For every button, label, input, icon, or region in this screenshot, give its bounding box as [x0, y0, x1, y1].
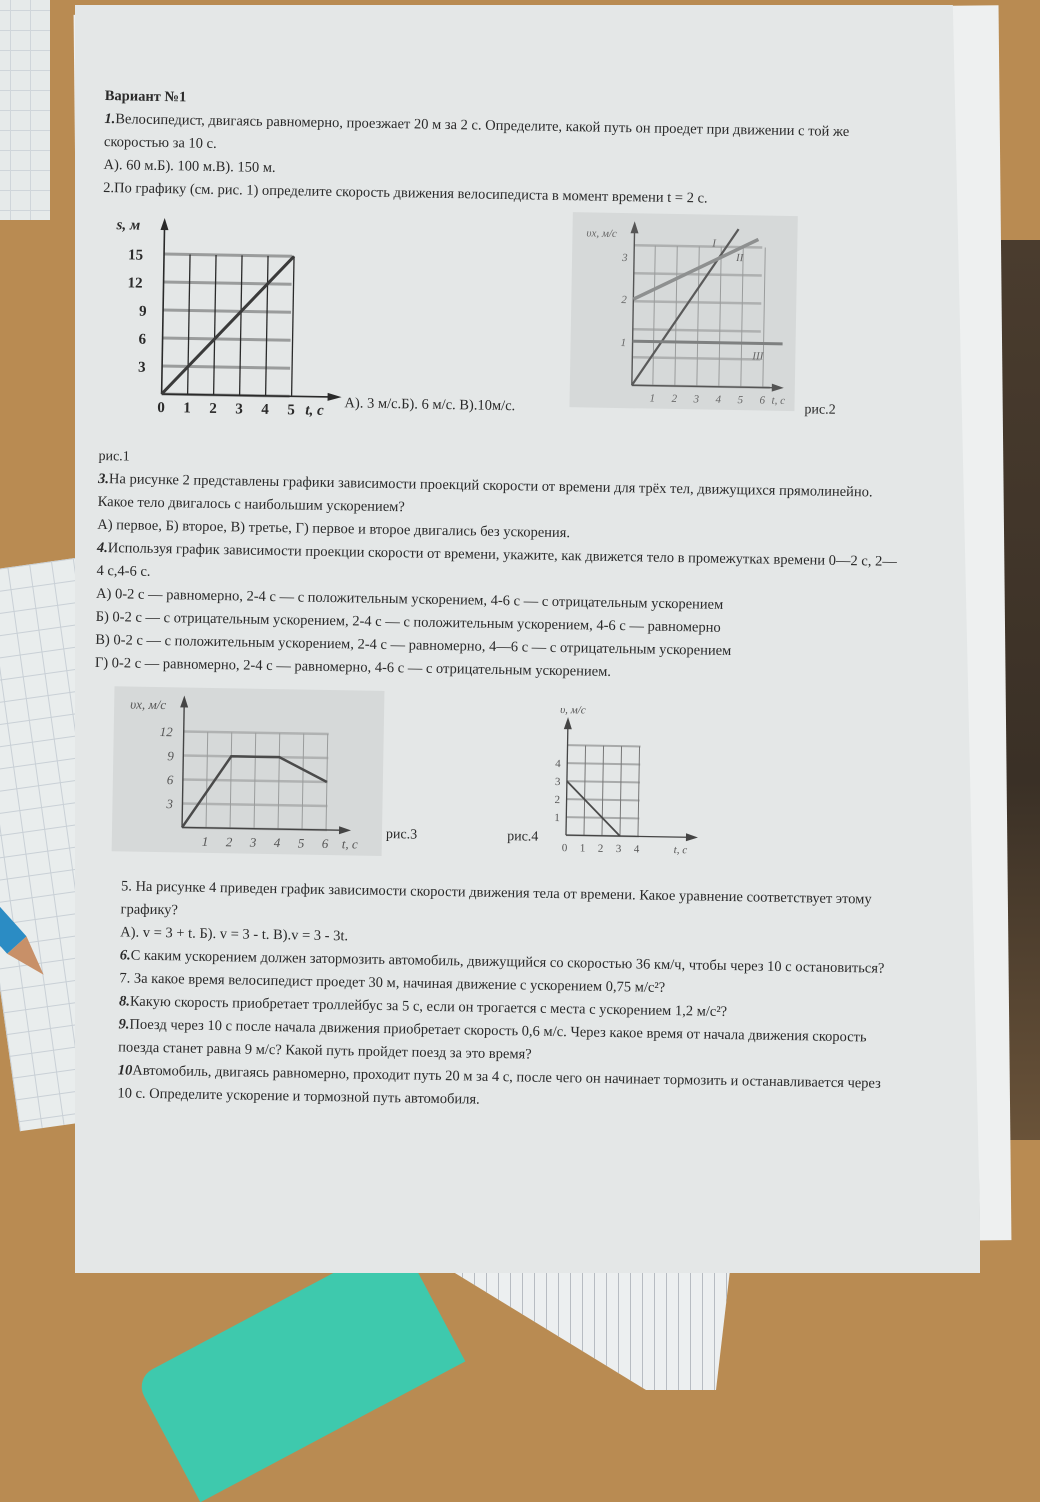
question-number: 1.: [104, 110, 116, 128]
question-text: Какую скорость приобретает троллейбус за 5 с, если он трогается с места с ускорением 1,2 м/с²?: [129, 993, 728, 1020]
svg-text:4: 4: [261, 401, 269, 418]
svg-text:3: 3: [137, 359, 146, 376]
figure-4: [544, 699, 737, 862]
figure-4-label: рис.4: [507, 829, 539, 845]
svg-text:1: 1: [580, 842, 586, 855]
svg-text:6: 6: [759, 394, 766, 407]
question-number: 7.: [119, 970, 131, 987]
svg-text:I: I: [712, 237, 717, 250]
worksheet-title: Вариант №1: [104, 87, 187, 106]
svg-text:4: 4: [555, 757, 562, 771]
figure-2-graph: [569, 212, 797, 411]
question-number: 9.: [118, 1016, 130, 1033]
svg-text:15: 15: [127, 247, 144, 264]
question-text: Используя график зависимости проекции скорости от времени, укажите, как движется тело в промежутках времени 0—2 с, 2—4 с,4-6 с.: [96, 540, 897, 580]
figure-3-graph: [112, 686, 385, 856]
background-green-bag: [135, 1238, 466, 1502]
figures-row-1: [99, 208, 902, 427]
svg-text:t, c: t, c: [341, 836, 358, 852]
svg-text:3: 3: [693, 393, 700, 406]
svg-text:9: 9: [138, 303, 147, 320]
figures-row-2: [92, 681, 895, 865]
svg-text:1: 1: [201, 833, 209, 849]
figure-3: [112, 686, 385, 856]
question-number: 3.: [97, 470, 110, 488]
figure-2: [569, 212, 797, 411]
svg-text:3: 3: [249, 834, 257, 850]
question-4-option-a: А) 0-2 с — равномерно, 2-4 с — с положительным ускорением, 4-6 с — с отрицательным ускорением: [95, 585, 724, 613]
svg-text:4: 4: [634, 843, 640, 856]
question-2-options: А). 3 м/с.Б). 6 м/с. В).10м/с.: [344, 395, 516, 415]
question-number: 10: [117, 1062, 133, 1079]
question-text: На рисунке 2 представлены графики зависимости проекций скорости от времени для трёх тел, движущихся прямолинейно. Какое тело двигалось с наибольшим ускорением?: [97, 471, 873, 516]
svg-text:5: 5: [737, 394, 744, 407]
svg-text:12: 12: [159, 724, 173, 740]
svg-text:t, c: t, c: [674, 844, 688, 857]
svg-text:9: 9: [167, 748, 174, 764]
svg-text:III: III: [752, 350, 764, 363]
svg-text:II: II: [735, 252, 744, 265]
question-4-option-c: В) 0-2 с — с положительным ускорением, 2-4 с — равномерно, 4—6 с — с отрицательным ускорением: [95, 631, 732, 660]
svg-text:2: 2: [225, 834, 233, 850]
svg-text:3: 3: [621, 252, 628, 265]
question-text: Велосипедист, двигаясь равномерно, проезжает 20 м за 2 с. Определите, какой путь он проедет при движении с той же скоростью за 10 с.: [103, 111, 850, 152]
svg-text:6: 6: [138, 331, 147, 348]
svg-text:2: 2: [671, 392, 678, 406]
background-notebook-top: [0, 0, 50, 220]
svg-text:2: 2: [621, 294, 627, 307]
svg-text:5: 5: [297, 835, 305, 851]
svg-text:s, м: s, м: [116, 217, 141, 234]
question-text: Поезд через 10 с после начала движения приобретает скорость 0,6 м/с. Через какое время от начала движения скорость поезда станет равна 9 м/с? Какой путь пройдет поезд за это время?: [118, 1016, 867, 1063]
figure-3-label: рис.3: [385, 827, 418, 843]
svg-text:1: 1: [183, 400, 192, 417]
svg-text:3: 3: [166, 796, 174, 812]
question-number: 5.: [120, 878, 133, 895]
question-text: По графику (см. рис. 1) определите скорость движения велосипедиста в момент времени t = 2 с.: [113, 180, 708, 207]
svg-text:2: 2: [554, 793, 561, 807]
svg-text:t, c: t, c: [771, 394, 786, 407]
figure-1: [99, 213, 347, 417]
figure-1-graph: [99, 213, 347, 417]
svg-text:6: 6: [321, 835, 329, 852]
svg-text:6: 6: [166, 772, 174, 788]
svg-text:3: 3: [555, 775, 561, 789]
svg-text:3: 3: [235, 401, 243, 418]
svg-text:t, c: t, c: [305, 402, 324, 418]
svg-text:4: 4: [715, 393, 722, 406]
question-4-option-d: Г) 0-2 с — равномерно, 2-4 с — равномерно, 4-6 с — с отрицательным ускорением.: [94, 654, 612, 680]
svg-text:1: 1: [554, 811, 561, 825]
svg-text:2: 2: [598, 842, 604, 855]
question-text: Автомобиль, двигаясь равномерно, проходит путь 20 м за 4 с, после чего он начинает тормозить и останавливается через 10 с. Определите ускорение и тормозной путь автомобиля.: [117, 1062, 881, 1108]
question-4-option-b: Б) 0-2 с — с отрицательным ускорением, 2-4 с — с положительным ускорением, 4-6 с — равномерно: [95, 608, 721, 636]
background-lined-paper: [450, 1270, 730, 1390]
svg-text:2: 2: [209, 400, 218, 418]
svg-text:12: 12: [127, 275, 143, 292]
svg-text:υx, м/с: υx, м/с: [586, 227, 617, 240]
question-number: 6.: [119, 947, 131, 964]
svg-text:4: 4: [273, 835, 281, 851]
figure-4-graph: [544, 699, 737, 862]
svg-text:υ, м/с: υ, м/с: [560, 704, 587, 717]
question-text: За какое время велосипедист проедет 30 м, начиная движение с ускорением 0,75 м/с²?: [133, 970, 666, 996]
svg-text:5: 5: [287, 402, 295, 418]
svg-text:0: 0: [157, 399, 166, 417]
question-number: 2.: [103, 179, 115, 197]
svg-text:3: 3: [616, 843, 622, 856]
figure-2-label: рис.2: [804, 402, 836, 418]
question-number: 4.: [96, 539, 108, 557]
worksheet-content: [87, 85, 905, 1119]
svg-text:0: 0: [562, 842, 568, 855]
question-1-options: А). 60 м.Б). 100 м.В). 150 м.: [103, 156, 276, 176]
figure-1-label: рис.1: [98, 448, 130, 465]
svg-text:1: 1: [649, 392, 656, 405]
svg-text:1: 1: [620, 337, 627, 350]
question-3-options: А) первое, Б) второе, В) третье, Г) первое и второе двигались без ускорения.: [97, 516, 571, 542]
question-5-options: А). v = 3 + t. Б). v = 3 - t. В).v = 3 - 3t.: [120, 924, 349, 945]
question-text: На рисунке 4 приведен график зависимости скорости движения тела от времени. Какое уравнение соответствует этому графику?: [120, 878, 872, 919]
svg-text:υx, м/с: υx, м/с: [130, 696, 167, 713]
question-number: 8.: [118, 993, 131, 1010]
question-text: С каким ускорением должен затормозить автомобиль, движущийся со скоростью 36 км/ч, чтобы через 10 с остановиться?: [130, 947, 885, 977]
questions-block-2: [117, 875, 891, 1118]
